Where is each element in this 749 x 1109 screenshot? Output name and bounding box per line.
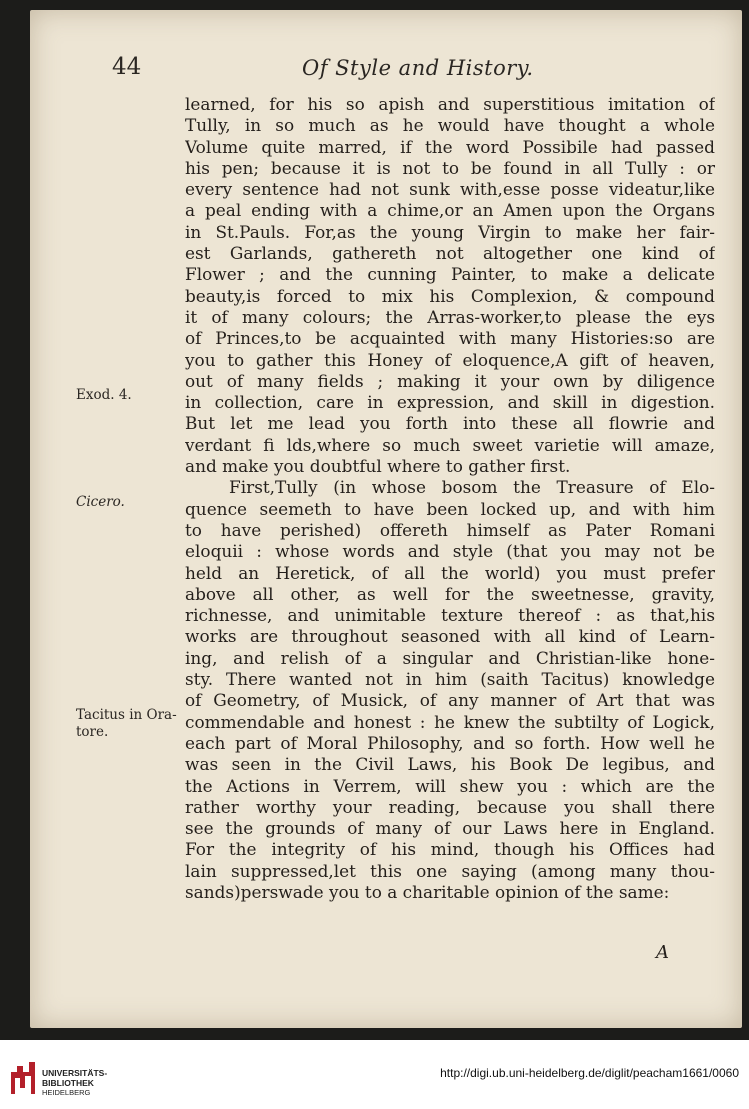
page-number: 44 — [112, 54, 142, 80]
text-line: a peal ending with a chime,or an Amen upon the Organs — [185, 200, 715, 221]
text-line: beauty,is forced to mix his Complexion, & compound — [185, 285, 715, 306]
text-line: eloquii : whose words and style (that you may not be — [185, 541, 715, 562]
text-line: quence seemeth to have been locked up, and with him — [185, 498, 715, 519]
text-line: the Actions in Verrem, will shew you : which are the — [185, 775, 715, 796]
text-line: was seen in the Civil Laws, his Book De legibus, and — [185, 754, 715, 775]
text-line: each part of Moral Philosophy, and so forth. How well he — [185, 732, 715, 753]
text-line: and make you doubtful where to gather first. — [185, 456, 571, 477]
catchword: A — [656, 942, 669, 963]
text-line: commendable and honest : he knew the subtilty of Logick, — [185, 711, 715, 732]
text-line: see the grounds of many of our Laws here in England. — [185, 818, 715, 839]
text-line: lain suppressed,let this one saying (among many thou- — [185, 860, 715, 881]
library-name-line: UNIVERSITÄTS- — [42, 1068, 108, 1078]
text-line: Tully, in so much as he would have thought a whole — [185, 115, 715, 136]
library-name-line: HEIDELBERG — [42, 1088, 91, 1097]
text-line: of Princes,to be acquainted with many Histories:so are — [185, 328, 715, 349]
text-line: of Geometry, of Musick, of any manner of Art that was — [185, 690, 715, 711]
text-line: Flower ; and the cunning Painter, to make a delicate — [185, 264, 715, 285]
body-text — [185, 94, 715, 903]
text-line: richnesse, and unimitable texture thereof : as that,his — [185, 605, 715, 626]
margin-note-tacitus: Tacitus in Ora- — [76, 707, 177, 723]
text-line: you to gather this Honey of eloquence,A gift of heaven, — [185, 349, 715, 370]
text-line: held an Heretick, of all the world) you must prefer — [185, 562, 715, 583]
text-line: rather worthy your reading, because you shall there — [185, 796, 715, 817]
running-title: Of Style and History. — [302, 56, 534, 80]
text-line: sands)perswade you to a charitable opinion of the same: — [185, 881, 670, 902]
margin-note-tacitus-cont: tore. — [76, 724, 109, 740]
text-line: est Garlands, gathereth not altogether one kind of — [185, 243, 715, 264]
text-line: to have perished) offereth himself as Pater Romani — [185, 519, 715, 540]
page-header — [112, 54, 672, 94]
text-line: For the integrity of his mind, though his Offices had — [185, 839, 715, 860]
text-line: above all other, as well for the sweetnesse, gravity, — [185, 583, 715, 604]
library-logo-icon — [8, 1060, 38, 1096]
text-line: every sentence had not sunk with,esse posse videatur,like — [185, 179, 715, 200]
source-url[interactable]: http://digi.ub.uni-heidelberg.de/diglit/peacham1661/0060 — [440, 1066, 739, 1080]
text-line: his pen; because it is not to be found in all Tully : or — [185, 157, 715, 178]
margin-note-cicero: Cicero. — [76, 494, 125, 510]
text-line: ing, and relish of a singular and Christian-like hone- — [185, 647, 715, 668]
library-name — [42, 1068, 107, 1098]
text-line: Volume quite marred, if the word Possibile had passed — [185, 136, 715, 157]
book-page — [30, 10, 742, 1028]
text-line: works are throughout seasoned with all kind of Learn- — [185, 626, 715, 647]
text-line: in St.Pauls. For,as the young Virgin to make her fair- — [185, 221, 715, 242]
footer — [0, 1040, 749, 1109]
text-line: it of many colours; the Arras-worker,to please the eys — [185, 306, 715, 327]
library-name-line: BIBLIOTHEK — [42, 1078, 94, 1088]
margin-note-exodus: Exod. 4. — [76, 387, 132, 403]
text-line: learned, for his so apish and superstitious imitation of — [185, 94, 715, 114]
text-line: in collection, care in expression, and skill in digestion. — [185, 392, 715, 413]
text-line: But let me lead you forth into these all flowrie and — [185, 413, 715, 434]
text-line: sty. There wanted not in him (saith Tacitus) knowledge — [185, 669, 715, 690]
text-line: out of many fields ; making it your own by diligence — [185, 370, 715, 391]
text-line: First,Tully (in whose bosom the Treasure of Elo- — [229, 477, 715, 498]
text-line: verdant fi lds,where so much sweet varietie will amaze, — [185, 434, 715, 455]
